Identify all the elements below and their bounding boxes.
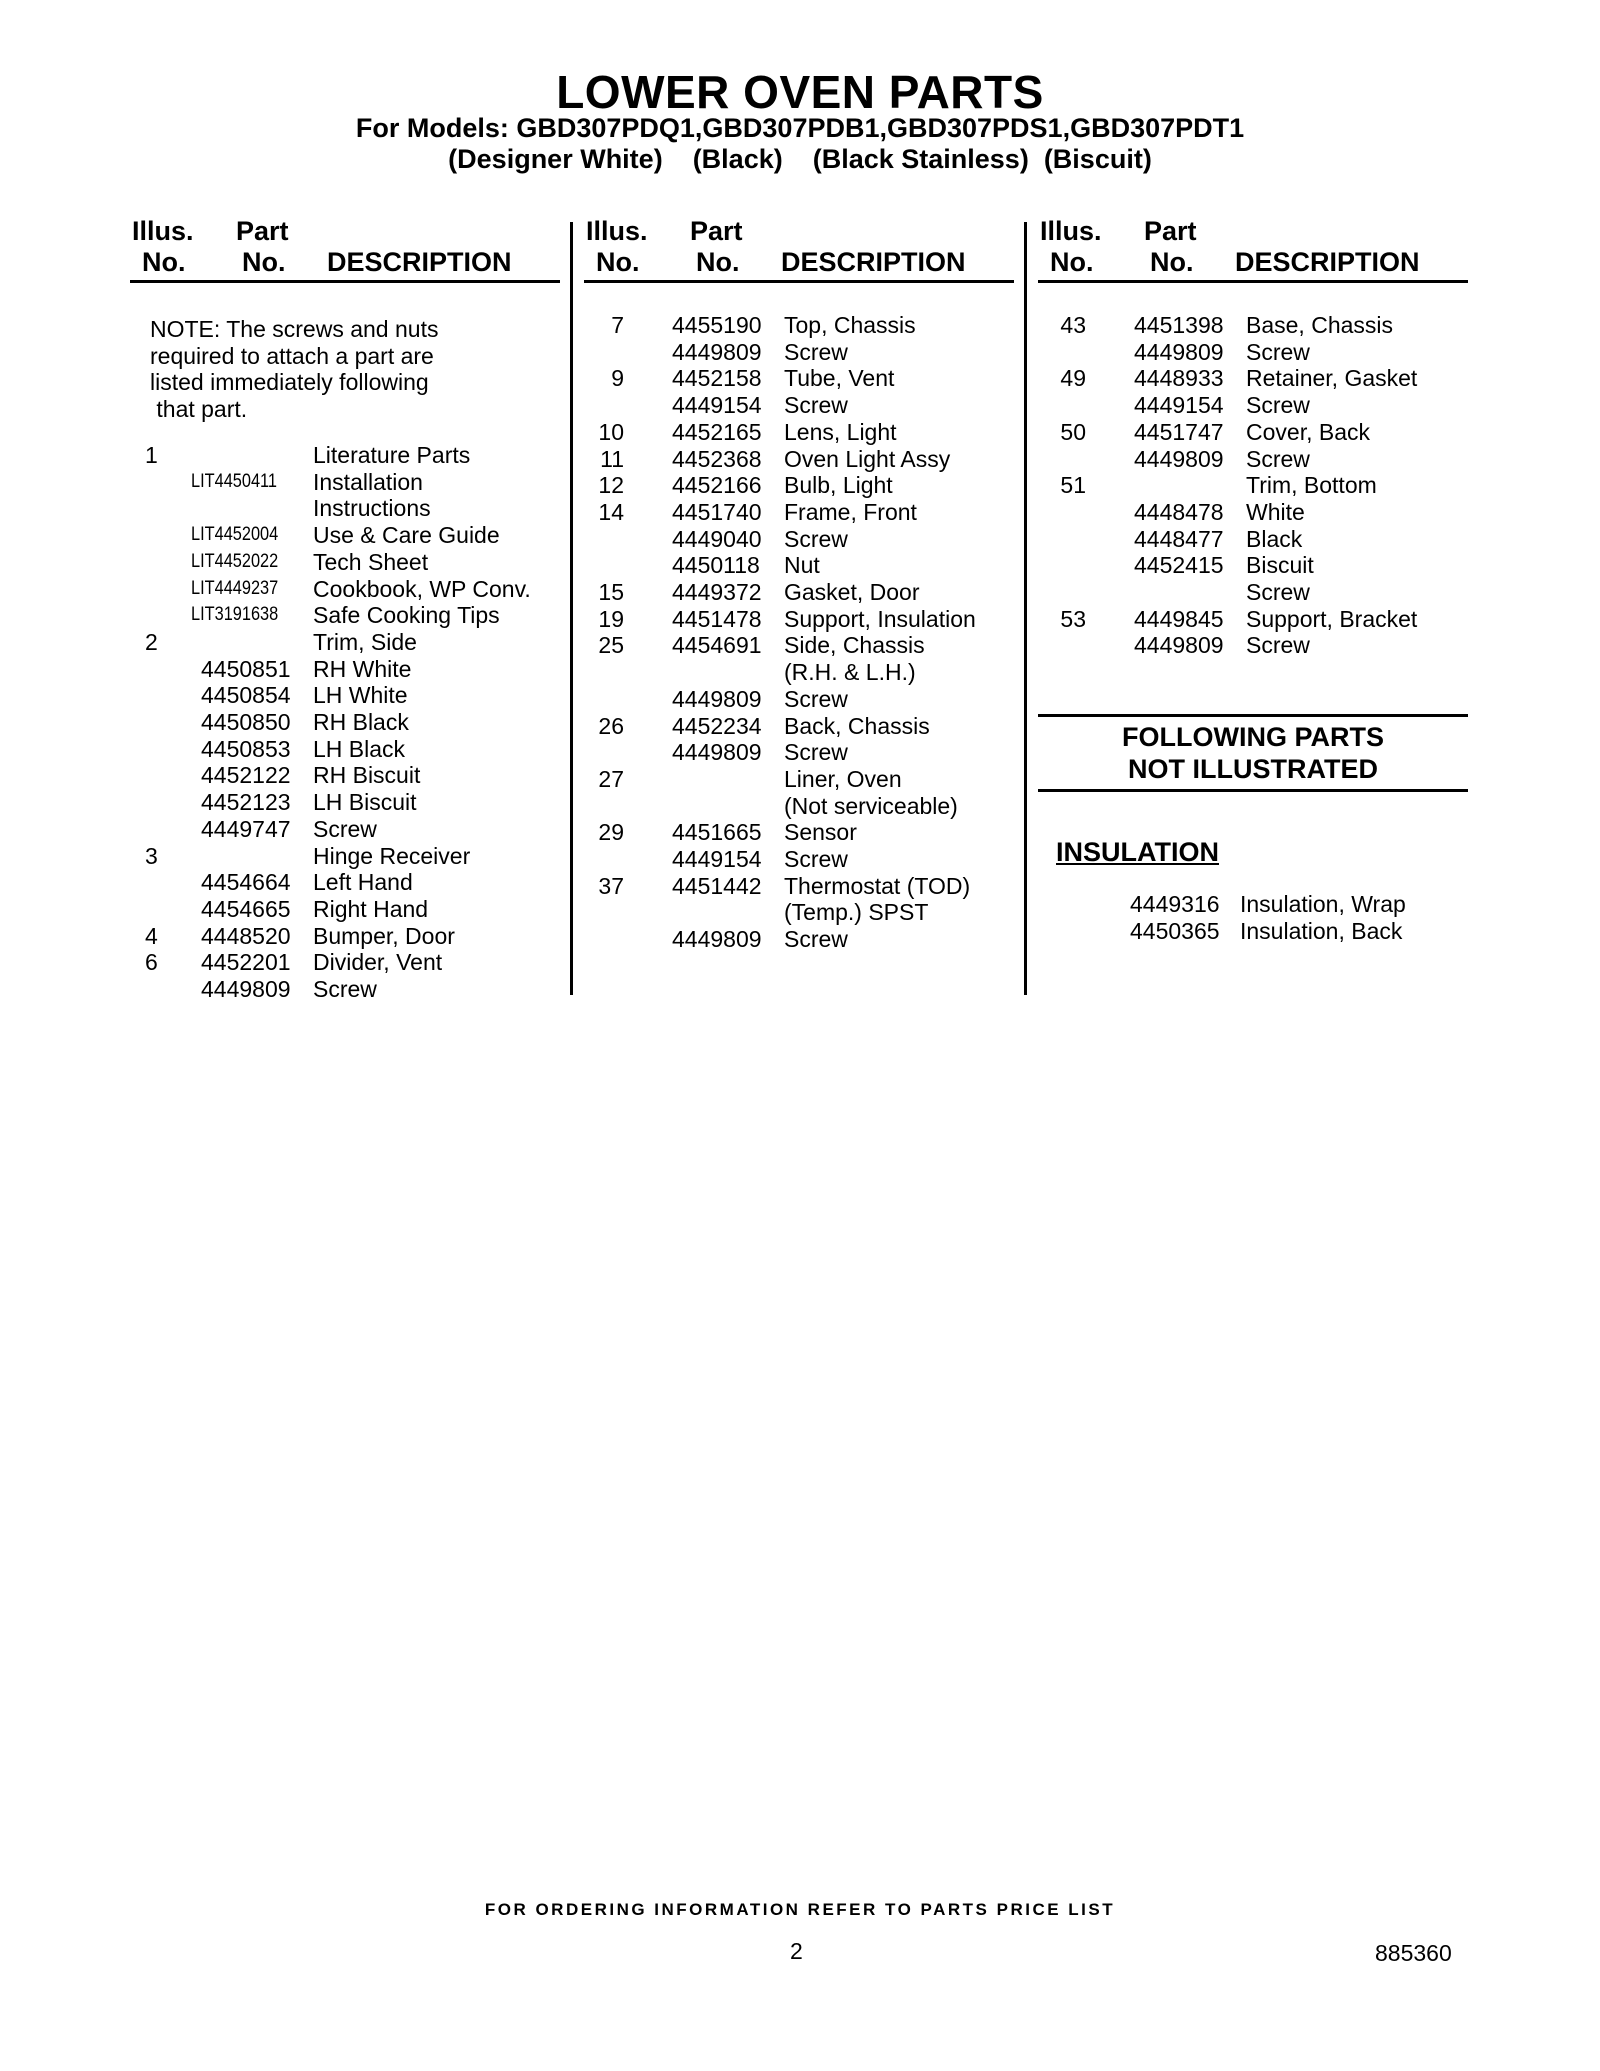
part-description: Tube, Vent xyxy=(784,365,895,392)
part-number: 4449809 xyxy=(1134,632,1224,659)
section-rule xyxy=(1038,714,1468,717)
illus-header: Illus. xyxy=(586,216,648,246)
part-number: LIT4450411 xyxy=(191,470,278,492)
header-rule xyxy=(130,280,560,283)
following-line: FOLLOWING PARTS xyxy=(1122,722,1384,752)
part-number: 4450854 xyxy=(201,682,291,709)
illus-number: 53 xyxy=(1060,605,1086,632)
part-number: 4450118 xyxy=(672,552,760,579)
illus-number: 14 xyxy=(598,498,624,525)
part-description: LH White xyxy=(313,682,408,709)
part-row xyxy=(145,736,565,762)
part-description: Frame, Front xyxy=(784,498,917,525)
illus-no-header: No. xyxy=(596,247,640,277)
part-row xyxy=(594,499,1014,525)
part-description: (Temp.) SPST xyxy=(784,899,929,926)
part-row xyxy=(1050,579,1470,605)
insulation-row xyxy=(1130,918,1460,944)
part-no-header: No. xyxy=(696,247,740,277)
illus-number: 12 xyxy=(598,472,624,499)
note-line: that part. xyxy=(150,395,248,422)
part-description: Cover, Back xyxy=(1246,418,1370,445)
illus-number: 27 xyxy=(598,765,624,792)
part-description: Left Hand xyxy=(313,869,413,896)
description-header: DESCRIPTION xyxy=(327,247,512,277)
illus-number: 1 xyxy=(145,442,158,468)
part-number: 4449809 xyxy=(672,926,762,953)
part-row xyxy=(145,602,565,628)
part-number: LIT4452022 xyxy=(191,550,279,572)
description-header: DESCRIPTION xyxy=(781,247,966,277)
part-description: Hinge Receiver xyxy=(313,842,471,869)
part-number: 4451442 xyxy=(672,872,762,899)
part-number: 4449747 xyxy=(201,815,291,842)
part-description: Sensor xyxy=(784,819,857,846)
part-header: Part xyxy=(1144,216,1197,246)
part-description: Bumper, Door xyxy=(313,922,455,949)
part-row xyxy=(145,762,565,788)
description-header: DESCRIPTION xyxy=(1235,247,1420,277)
part-number: 4448478 xyxy=(1134,498,1224,525)
part-number: 4448933 xyxy=(1134,365,1224,392)
part-description: Retainer, Gasket xyxy=(1246,365,1418,392)
part-row xyxy=(145,869,565,895)
part-number: LIT4452004 xyxy=(191,524,279,546)
part-number: 4449809 xyxy=(1134,445,1224,472)
part-row xyxy=(1050,339,1470,365)
part-description: Screw xyxy=(784,739,848,766)
part-description: Base, Chassis xyxy=(1246,312,1394,338)
part-row xyxy=(594,632,1014,658)
part-row xyxy=(145,709,565,735)
part-row xyxy=(145,976,565,1002)
part-number: 4449845 xyxy=(1134,605,1224,632)
part-description: RH White xyxy=(313,655,412,682)
note-line: NOTE: The screws and nuts xyxy=(150,316,439,342)
illus-number: 10 xyxy=(598,418,624,445)
part-row xyxy=(1050,446,1470,472)
part-number: 4452234 xyxy=(672,712,762,739)
part-number: 4449154 xyxy=(1134,392,1224,419)
illus-number: 43 xyxy=(1060,312,1086,338)
note xyxy=(150,316,438,422)
part-row xyxy=(594,446,1014,472)
illus-number: 25 xyxy=(598,632,624,659)
part-description: Black xyxy=(1246,525,1303,552)
part-description: Screw xyxy=(1246,579,1310,605)
following-line: NOT ILLUSTRATED xyxy=(1128,754,1378,784)
part-description: Safe Cooking Tips xyxy=(313,602,500,629)
part-description: Screw xyxy=(784,846,848,872)
part-number: 4451747 xyxy=(1134,418,1224,445)
column-divider xyxy=(1024,222,1027,995)
part-number: 4450853 xyxy=(201,735,291,762)
part-number: 4451740 xyxy=(672,498,762,525)
part-description: Trim, Bottom xyxy=(1246,472,1377,499)
part-description: Screw xyxy=(313,815,377,842)
part-row xyxy=(594,739,1014,765)
part-row xyxy=(145,816,565,842)
illus-number: 7 xyxy=(611,312,624,338)
part-number: 4449154 xyxy=(672,846,762,872)
illus-number: 26 xyxy=(598,712,624,739)
illus-number: 11 xyxy=(600,445,624,472)
part-description: Installation xyxy=(313,468,423,495)
part-description: Support, Bracket xyxy=(1246,605,1418,632)
part-number: 4450365 xyxy=(1130,917,1220,944)
document-number: 885360 xyxy=(1375,1940,1452,1966)
part-description: Side, Chassis xyxy=(784,632,925,659)
part-number: 4449809 xyxy=(1134,338,1224,365)
illus-number: 49 xyxy=(1060,365,1086,392)
part-row xyxy=(1050,312,1470,338)
part-row xyxy=(145,495,565,521)
illus-number: 9 xyxy=(611,365,624,392)
part-row xyxy=(145,442,565,468)
page-number: 2 xyxy=(790,1938,803,1964)
illus-number: 50 xyxy=(1060,418,1086,445)
part-number: 4452165 xyxy=(672,418,762,445)
part-row xyxy=(594,365,1014,391)
part-number: LIT3191638 xyxy=(191,604,279,626)
part-description: Screw xyxy=(1246,338,1310,365)
part-row xyxy=(594,552,1014,578)
part-number: 4448477 xyxy=(1134,525,1224,552)
part-description: Divider, Vent xyxy=(313,949,443,976)
part-number: 4449154 xyxy=(672,392,762,419)
part-number: 4455190 xyxy=(672,312,762,338)
part-number: 4454665 xyxy=(201,895,291,922)
part-row xyxy=(1050,392,1470,418)
illus-header: Illus. xyxy=(1040,216,1102,246)
part-description: Gasket, Door xyxy=(784,579,920,605)
part-description: Screw xyxy=(784,926,848,953)
part-description: Literature Parts xyxy=(313,442,471,468)
illus-no-header: No. xyxy=(142,247,186,277)
part-row xyxy=(145,949,565,975)
part-row xyxy=(594,312,1014,338)
illus-number: 4 xyxy=(145,922,158,949)
illus-number: 6 xyxy=(145,949,158,976)
part-row xyxy=(594,926,1014,952)
illus-header: Illus. xyxy=(132,216,194,246)
part-row xyxy=(145,896,565,922)
part-description: LH Black xyxy=(313,735,406,762)
part-row xyxy=(594,606,1014,632)
part-number: LIT4449237 xyxy=(191,577,279,599)
part-number: 4448520 xyxy=(201,922,291,949)
part-number: 4452415 xyxy=(1134,552,1224,579)
part-description: Nut xyxy=(784,552,820,579)
part-row xyxy=(594,579,1014,605)
part-row xyxy=(594,846,1014,872)
illus-number: 19 xyxy=(598,605,624,632)
part-row xyxy=(1050,526,1470,552)
part-row xyxy=(594,793,1014,819)
note-line: required to attach a part are xyxy=(150,342,434,369)
part-row xyxy=(145,549,565,575)
part-row xyxy=(145,789,565,815)
header-rule xyxy=(584,280,1014,283)
part-description: White xyxy=(1246,498,1305,525)
part-description: RH Biscuit xyxy=(313,762,421,789)
part-row xyxy=(594,472,1014,498)
insulation-heading: INSULATION xyxy=(1056,837,1219,867)
part-row xyxy=(594,419,1014,445)
part-row xyxy=(594,526,1014,552)
part-row xyxy=(145,923,565,949)
part-row xyxy=(594,899,1014,925)
part-no-header: No. xyxy=(1150,247,1194,277)
part-description: Tech Sheet xyxy=(313,548,429,575)
part-number: 4452166 xyxy=(672,472,762,499)
part-description: Screw xyxy=(1246,632,1310,659)
part-description: Liner, Oven xyxy=(784,765,902,792)
part-number: 4451398 xyxy=(1134,312,1224,338)
part-row xyxy=(145,469,565,495)
part-row xyxy=(594,392,1014,418)
part-row xyxy=(1050,472,1470,498)
part-number: 4449372 xyxy=(672,579,762,605)
part-number: 4454691 xyxy=(672,632,762,659)
part-description: Oven Light Assy xyxy=(784,445,951,472)
part-description: Screw xyxy=(784,338,848,365)
part-description: Thermostat (TOD) xyxy=(784,872,971,899)
part-number: 4452368 xyxy=(672,445,762,472)
part-description: Trim, Side xyxy=(313,628,417,655)
part-number: 4452122 xyxy=(201,762,291,789)
part-description: LH Biscuit xyxy=(313,789,417,816)
part-row xyxy=(594,873,1014,899)
illus-number: 15 xyxy=(598,579,624,605)
part-row xyxy=(594,339,1014,365)
illus-number: 37 xyxy=(598,872,624,899)
part-row xyxy=(1050,365,1470,391)
part-no-header: No. xyxy=(242,247,286,277)
part-description: Cookbook, WP Conv. xyxy=(313,575,531,602)
part-description: Bulb, Light xyxy=(784,472,893,499)
part-row xyxy=(1050,632,1470,658)
insulation-row xyxy=(1130,891,1460,917)
part-number: 4450851 xyxy=(201,655,291,682)
part-description: Screw xyxy=(1246,392,1310,419)
part-number: 4450850 xyxy=(201,709,291,735)
header-rule xyxy=(1038,280,1468,283)
part-number: 4451478 xyxy=(672,605,762,632)
part-description: Instructions xyxy=(313,495,431,522)
part-description: RH Black xyxy=(313,709,409,735)
part-number: 4449040 xyxy=(672,525,762,552)
part-header: Part xyxy=(236,216,289,246)
part-row xyxy=(145,656,565,682)
part-description: Screw xyxy=(784,685,848,712)
ordering-info: FOR ORDERING INFORMATION REFER TO PARTS PRICE LIST xyxy=(484,1900,1116,1919)
part-description: Insulation, Wrap xyxy=(1240,891,1406,917)
part-number: 4451665 xyxy=(672,819,762,846)
color-variants: (Designer White) (Black) (Black Stainless) (Biscuit) xyxy=(448,144,1152,174)
part-row xyxy=(594,659,1014,685)
part-number: 4449809 xyxy=(201,976,291,1002)
part-row xyxy=(145,629,565,655)
part-description: Right Hand xyxy=(313,895,429,922)
part-description: Lens, Light xyxy=(784,418,897,445)
part-row xyxy=(1050,499,1470,525)
part-description: Use & Care Guide xyxy=(313,522,500,549)
part-row xyxy=(1050,606,1470,632)
part-number: 4449809 xyxy=(672,338,762,365)
part-number: 4449809 xyxy=(672,739,762,766)
part-number: 4449316 xyxy=(1130,891,1220,917)
part-number: 4452201 xyxy=(201,949,291,976)
illus-number: 2 xyxy=(145,628,158,655)
note-line: listed immediately following xyxy=(150,369,429,395)
part-row xyxy=(145,576,565,602)
illus-number: 51 xyxy=(1060,472,1086,499)
model-list: For Models: GBD307PDQ1,GBD307PDB1,GBD307PDS1,GBD307PDT1 xyxy=(355,113,1245,143)
part-description: (Not serviceable) xyxy=(784,792,958,819)
part-row xyxy=(594,819,1014,845)
part-description: Support, Insulation xyxy=(784,605,976,632)
illus-number: 3 xyxy=(145,842,158,869)
part-row xyxy=(1050,552,1470,578)
part-row xyxy=(594,713,1014,739)
part-number: 4449809 xyxy=(672,685,762,712)
part-row xyxy=(1050,419,1470,445)
part-description: Screw xyxy=(313,976,377,1002)
column-divider xyxy=(570,222,573,995)
part-description: Back, Chassis xyxy=(784,712,930,739)
part-row xyxy=(145,843,565,869)
part-description: Insulation, Back xyxy=(1240,917,1403,944)
part-description: Top, Chassis xyxy=(784,312,916,338)
part-row xyxy=(145,522,565,548)
part-row xyxy=(145,682,565,708)
part-row xyxy=(594,686,1014,712)
part-description: Biscuit xyxy=(1246,552,1314,579)
part-number: 4452123 xyxy=(201,789,291,816)
part-description: Screw xyxy=(784,392,848,419)
part-description: Screw xyxy=(1246,445,1310,472)
part-row xyxy=(594,766,1014,792)
following-parts-heading xyxy=(1038,721,1468,785)
part-number: 4452158 xyxy=(672,365,762,392)
part-description: Screw xyxy=(784,525,848,552)
illus-no-header: No. xyxy=(1050,247,1094,277)
part-number: 4454664 xyxy=(201,869,291,896)
illus-number: 29 xyxy=(598,819,624,846)
section-rule xyxy=(1038,789,1468,792)
part-header: Part xyxy=(690,216,743,246)
page-title: LOWER OVEN PARTS xyxy=(556,66,1044,118)
part-description: (R.H. & L.H.) xyxy=(784,659,916,686)
